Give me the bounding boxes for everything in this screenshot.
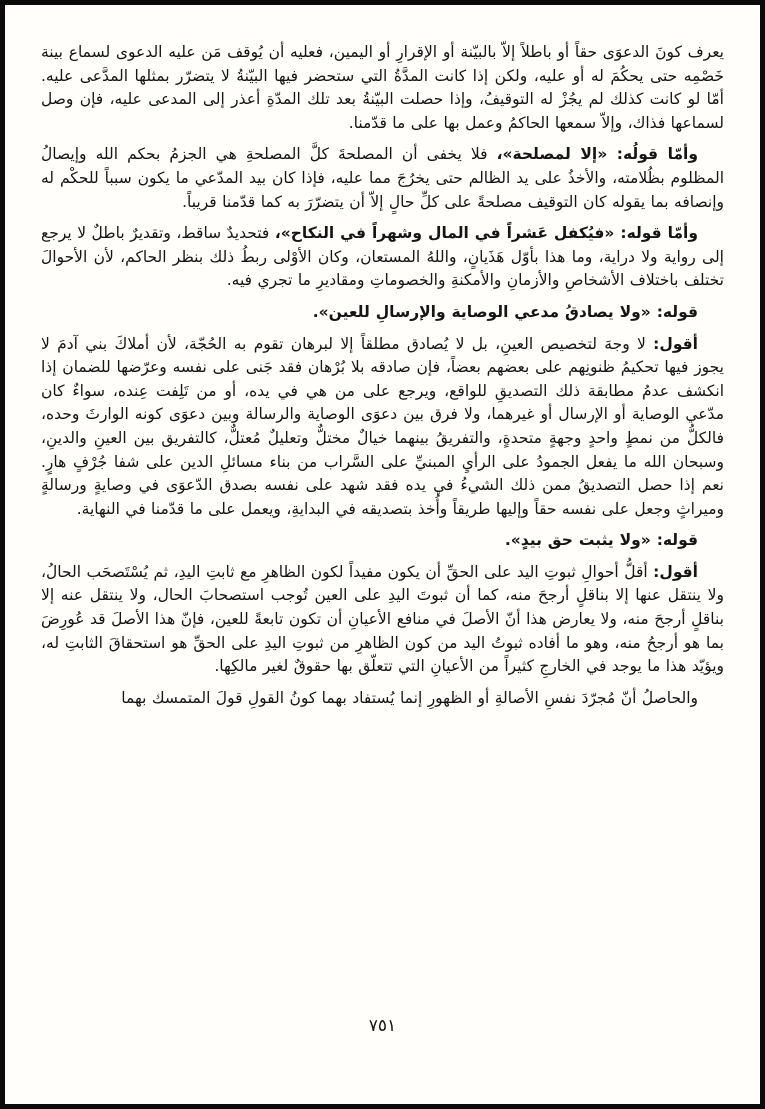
paragraph-lead: قوله: «ولا يصادقُ مدعي الوصاية والإرسالِ للعين». xyxy=(312,302,698,321)
paragraph-body: يعرف كونَ الدعوَى حقاً أو باطلاً إلاّ بالبيّنة أو الإقرارِ أو اليمين، فعليه أن يُوقف مَن عليه الدعوى لسماع بينة خَصْمِه حتى يحكُمَ له أو عليه، ولكن إذا كانت المدَّةُ التي ستحضر فيها البيّنةُ لا يتضرّر بمثلها المدَّعى عليه. أمّا لو كانت كذلك لم يجُزْ له التوقيفُ، وإذا حصلت البيّنةُ بعد تلك المدّةِ أعذر إلى المدعى عليه، فإن وصل لسماعها فذاك، وإلاّ سمعها الحاكمُ وعمل بها على ما قدّمنا. xyxy=(41,43,724,132)
paragraph xyxy=(41,222,724,293)
paragraph xyxy=(41,561,724,679)
paragraph-lead: أقول: xyxy=(653,334,698,353)
paragraph-body: فلا يخفى أن المصلحةَ كلَّ المصلحةِ هي الجزمُ بحكم الله وإيصالُ المظلوم بظُلامته، والأخذُ على يد الظالم حتى يخرُجَ مما عليه، فإذا كان بيد المدّعي ما يكون سبباً للحكْم له وإنصافه بما يقوله كان التوقيف مصلحةً على كلِّ حالٍ إلاّ أن يتضرّرَ به كما قدّمنا قريباً. xyxy=(41,145,724,211)
paragraph-body: لا وجهَ لتخصيص العينِ، بل لا يُصادق مطلقاً إلا لبرهان تقوم به الحُجّة، لأن أملاكَ بني آدمَ لا يجوز فيها تحكيمُ ظنونِهم على بعضهم بعضاً، فإن صادقه بلا بُرْهان فقد جَنى على نفسه وعرّضها للضمان إذا انكشف عدمُ مطابقة ذلك التصديقِ للواقع، ويرجع على من هي في يده، أو من تَلِفت عِنده، سواءٌ كان مدّعي الوصاية أو الإرسال أو غيرهما، ولا فرق بين دعوَى الوصاية والرسالة وبين دعوَى كونه الوارثَ وحده، فالكلُّ من نمطٍ واحدٍ وجهةٍ متحدةٍ، والتفريقُ بينهما خيالٌ مختلٌّ وتعليلٌ مُعتلٌّ، كالتفريق بين العينِ والدينِ، وسبحان الله ما يفعل الجمودُ على الرأيِ المبنيِّ على السَّراب من بناء مسائلِ الدين على شفا جُرْفٍ هارٍ. نعم إذا حصل التصديقُ ممن ذلك الشيءُ في يده فقد شهد على نفسه بصدق الدّعوَى في وصايةٍ ورسالةٍ وميراثٍ وجعل على نفسه حقاً وإليها طريقاً وأُخذ بتصديقه في البدايةِ، ويعمل على ما قدّمنا في النهاية. xyxy=(41,334,724,518)
paragraph xyxy=(41,301,724,325)
paragraph xyxy=(41,687,724,711)
paragraph-lead: وأمّا قولُه: «إلا لمصلحة»، xyxy=(496,145,698,164)
paragraph-body: والحاصلُ أنّ مُجرّدَ نفسِ الأصالةِ أو الظهورِ إنما يُستفاد بهما كونُ القولِ قولَ المتمسك بهما xyxy=(121,688,698,707)
paragraph-lead: قوله: «ولا يثبت حق بيدٍ». xyxy=(504,531,698,550)
paragraph xyxy=(41,333,724,522)
page-text-block xyxy=(41,41,724,718)
paragraph-body: أقلُّ أحوالِ ثبوتِ اليد على الحقِّ أن يكون مفيداً لكون الظاهرِ مع ثابتِ اليدِ، ثم يُسْتَصحَب الحالُ، ولا ينتقل عنها إلا بناقلٍ أرجحَ منه، كما أن ثبوتَ اليدِ على العين تُوجب استصحابَ الحال، ولا ينتقل عنه إلا بناقلٍ أرجحَ منه، ولا يعارض هذا أنّ الأصلَ في منافع الأعيانِ أن تكون تابعةً للعين، فإنّ هذا الأصلَ قد عُورِضَ بما هو أرجحُ منه، وهو ما أفاده ثبوتُ اليد من كون الظاهرِ من ثبوتِ اليدِ على الحقِّ هو استحقاقَ الثابتِ له، ويؤيّد هذا ما يوجد في الخارجِ كثيراً من الأعيانِ التي تتعلّق بها حقوقٌ لغير مالكِها. xyxy=(41,562,724,676)
paragraph xyxy=(41,41,724,135)
paragraph xyxy=(41,529,724,553)
paragraph-lead: أقول: xyxy=(653,562,698,581)
paragraph-body: فتحديدٌ ساقط، وتقديرٌ باطلٌ لا يرجع إلى رواية ولا دراية، وما هذا بأوّل هَذَيانٍ، واللهُ المستعان، وكان الأوْلى ربطُ ذلك بنظر الحاكم، لأن الأحوالَ تختلف باختلاف الأشخاصِ والأزمانِ والأمكنةِ والخصوماتِ ومقاديرِ ما تجري فيه. xyxy=(41,224,724,290)
page-number: ٧٥١ xyxy=(368,1016,397,1036)
paragraph xyxy=(41,143,724,214)
paragraph-lead: وأمّا قوله: «فيُكفل عَشراً في المال وشهراً في النكاح»، xyxy=(274,224,698,243)
